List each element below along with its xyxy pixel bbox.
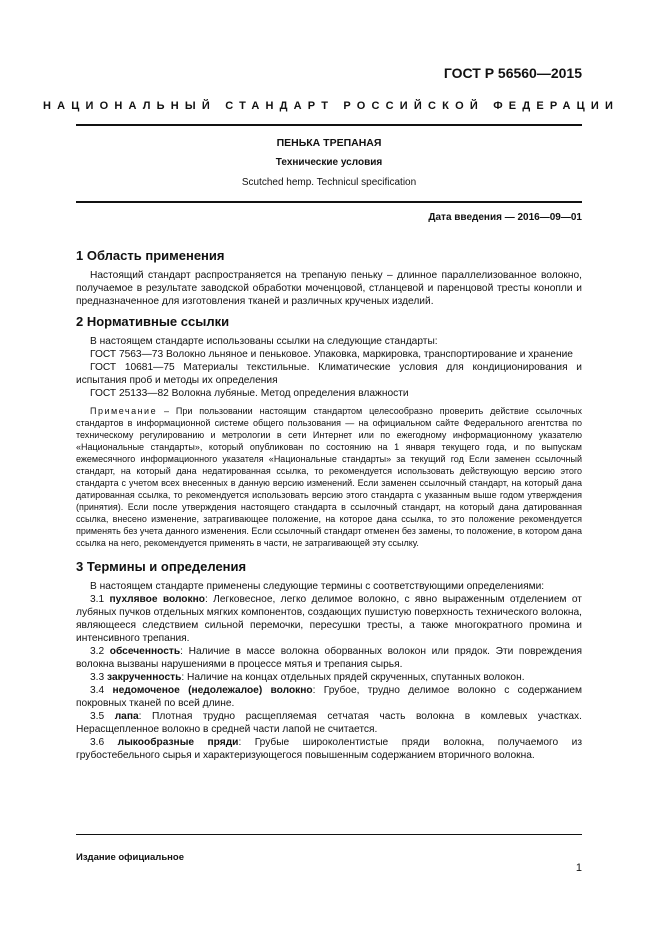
- reference-item: ГОСТ 25133—82 Волокна лубяные. Метод определения влажности: [90, 388, 409, 399]
- term-text: : Грубые широколентистые пряди волокна, получаемого из грубостебельного сырья и характеризующегося повышенным содержанием вторичного волокна.: [76, 737, 582, 761]
- term-number: 3.3: [90, 672, 105, 683]
- reference-item: ГОСТ 10681—75 Материалы текстильные. Климатические условия для кондиционирования и испытания проб и методы их определения: [76, 362, 582, 386]
- section-2-heading: 2 Нормативные ссылки: [76, 314, 230, 329]
- term-number: 3.1: [90, 594, 105, 605]
- introduction-date: Дата введения — 2016—09—01: [428, 212, 582, 223]
- standard-code: ГОСТ Р 56560—2015: [443, 65, 582, 81]
- note-text: – При пользовании настоящим стандартом целесообразно проверить действие ссылочных стандартов в информационной системе общего пользования — на официальном сайте Федерального агентства по техническому регулированию и метрологии в сети Интернет или по ежегодному информационному указателю «Национальные стандарты», который опубликован по состоянию на 1 января текущего года, и по выпускам ежемесячного информационного указателя «Национальные стандарты» за текущий год Если заменен ссылочный стандарт, на который дана недатированная ссылка, то рекомендуется использовать действующую версию этого стандарта с учетом всех внесенных в данную версию изменений. Если заменен ссылочный стандарт, на который дана датированная ссылка, то рекомендуется использовать версию этого стандарта с указанным выше годом утверждения (принятия). Если после утверждения настоящего стандарта в ссылочный стандарт, на который дана датированная ссылка, внесено изменение, затрагивающее положение, на которое дана ссылка, то это положение рекомендуется применять без учета данного изменения. Если ссылочный стандарт отменен без замены, то положение, в котором дана ссылка на него, рекомендуется применять в части, не затрагивающей эту ссылку.: [76, 406, 582, 548]
- term-definition: [76, 684, 582, 710]
- term-name: пухлявое волокно: [109, 594, 206, 605]
- section-3-intro: В настоящем стандарте применены следующие термины с соответствующими определениями:: [90, 581, 545, 592]
- term-number: 3.2: [90, 646, 105, 657]
- reference-item: ГОСТ 7563—73 Волокно льняное и пеньковое. Упаковка, маркировка, транспортирование и хранение: [90, 349, 573, 360]
- section-3-heading: 3 Термины и определения: [76, 559, 247, 574]
- term-number: 3.4: [90, 685, 105, 696]
- document-body: [76, 247, 582, 762]
- term-name: обсеченность: [109, 646, 181, 657]
- reference-note: [76, 405, 582, 549]
- document-title: ПЕНЬКА ТРЕПАНАЯ: [276, 137, 382, 149]
- term-definition: [76, 671, 582, 684]
- footer-rule: [76, 834, 582, 835]
- section-2-intro: В настоящем стандарте использованы ссылки на следующие стандарты:: [90, 336, 438, 347]
- title-rule: [76, 201, 582, 203]
- term-text: : Плотная трудно расщепляемая сетчатая часть волокна в комлевых участках. Нерасщепленное волокно в средней части лапой не считается.: [76, 711, 582, 735]
- note-label: Примечание: [90, 406, 158, 416]
- section-1-text: Настоящий стандарт распространяется на трепаную пеньку – длинное параллелизованное волокно, получаемое в результате заводской обработки моченцовой, стланцевой и паренцовой тресты конопли и предназначенное для изготовления тканей и различных крученых изделий.: [76, 270, 582, 307]
- edition-label: Издание официальное: [76, 852, 184, 863]
- term-definition: [76, 593, 582, 645]
- term-number: 3.5: [90, 711, 105, 722]
- top-rule: [76, 124, 582, 126]
- section-1-heading: 1 Область применения: [76, 248, 225, 263]
- term-definition: [76, 736, 582, 762]
- term-text: : Грубое, трудно делимое волокно с содержанием покровных тканей по всей длине.: [76, 685, 582, 709]
- term-definition: [76, 710, 582, 736]
- term-text: : Наличие в массе волокна оборванных волокон или прядок. Эти повреждения волокна вызваны нарушениями в процессе мятья и трепания сырья.: [76, 646, 582, 670]
- term-definition: [76, 645, 582, 671]
- term-name: закрученность: [107, 672, 182, 683]
- term-text: : Легковесное, легко делимое волокно, с явно выраженным отделением от лубяных пучков отдельных мягких компонентов, создающих пушистую поверхность технического волокна, являющееся следствием сильной перемочки, пересушки тресты, а также многократного промина и интенсивного трепания.: [76, 594, 582, 644]
- term-name: лыкообразные пряди: [117, 737, 239, 748]
- document-subtitle: Технические условия: [275, 157, 383, 168]
- term-number: 3.6: [90, 737, 105, 748]
- term-text: : Наличие на концах отдельных прядей скрученных, спутанных волокон.: [181, 672, 525, 683]
- english-title: Scutched hemp. Technicul specification: [241, 177, 417, 188]
- page-number: 1: [575, 862, 582, 874]
- term-name: недомоченое (недолежалое) волокно: [112, 685, 313, 696]
- term-name: лапа: [114, 711, 139, 722]
- national-standard-heading: НАЦИОНАЛЬНЫЙ СТАНДАРТ РОССИЙСКОЙ ФЕДЕРАЦИИ: [42, 100, 620, 112]
